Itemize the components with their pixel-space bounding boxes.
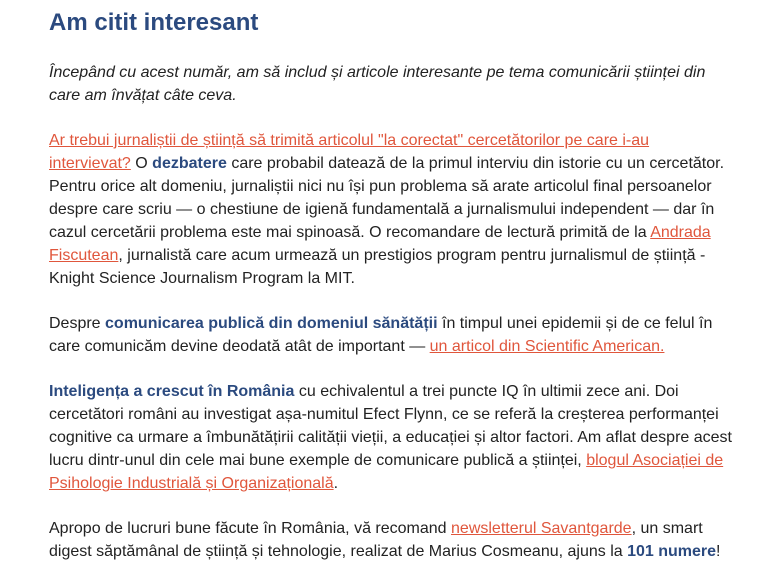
section-title: Am citit interesant [49, 9, 259, 36]
paragraph-savantgarde [49, 517, 734, 563]
text-segment: Apropo de lucruri bune făcute în România, vă recomand [49, 520, 452, 537]
highlight-health-communication: comunicarea publică din domeniul sănătății [105, 315, 438, 332]
text-segment: , jurnalistă care acum urmează un prestigios program pentru jurnalismul de știință - Knight Science Journalism Program la MIT. [49, 247, 706, 287]
text-segment: Despre [49, 315, 106, 332]
paragraph-journalism-debate [49, 129, 734, 290]
link-psychology-blog[interactable]: blogul Asociației de Psihologie Industrială și Organizațională [49, 452, 724, 492]
text-segment: ! [716, 543, 721, 560]
text-segment: O [130, 155, 153, 172]
link-andrada-fiscutean[interactable]: Andrada Fiscutean [49, 224, 711, 264]
link-journalists-article[interactable]: Ar trebui jurnaliștii de știință să trimită articolul "la corectat" cercetătorilor pe care i-au intervievat? [49, 132, 650, 172]
paragraph-intelligence-romania [49, 380, 734, 495]
paragraph-health-communication [49, 312, 734, 358]
highlight-dezbatere: dezbatere [152, 155, 227, 172]
link-savantgarde-newsletter[interactable]: newsletterul Savantgarde [451, 520, 632, 537]
link-scientific-american[interactable]: un articol din Scientific American. [429, 338, 665, 355]
text-segment: cu echivalentul a trei puncte IQ în ultimii zece ani. Doi cercetători români au investigat așa-numitul Efect Flynn, ce se referă la creșterea performanței cognitive ca urmare a îmbunătățirii calității vieții, a educației și altor factori. Am aflat despre acest lucru dintr-unul din cele mai bune exemple de comunicare publică a științei, [49, 383, 732, 469]
highlight-intelligence: Inteligența a crescut în România [49, 383, 295, 400]
text-segment: . [333, 475, 339, 492]
intro-paragraph: Începând cu acest număr, am să includ și articole interesante pe tema comunicării științei din care am învățat câte ceva. [49, 64, 706, 104]
text-segment: în timpul unei epidemii și de ce felul în care comunicăm devine deodată atât de important — [49, 315, 713, 355]
text-segment: care probabil datează de la primul interviu din istorie cu un cercetător. Pentru orice alt domeniu, jurnaliștii nici nu își pun problema să arate articolul final persoanelor despre care scriu — o chestiune de igienă fundamentală a jurnalismului independent — dar în cazul cercetării problema este mai spinoasă. O recomandare de lectură primită de la [49, 155, 725, 241]
text-segment: , un smart digest săptămânal de știință și tehnologie, realizat de Marius Cosmeanu, ajuns la [49, 520, 703, 560]
highlight-101-issues: 101 numere [627, 543, 717, 560]
